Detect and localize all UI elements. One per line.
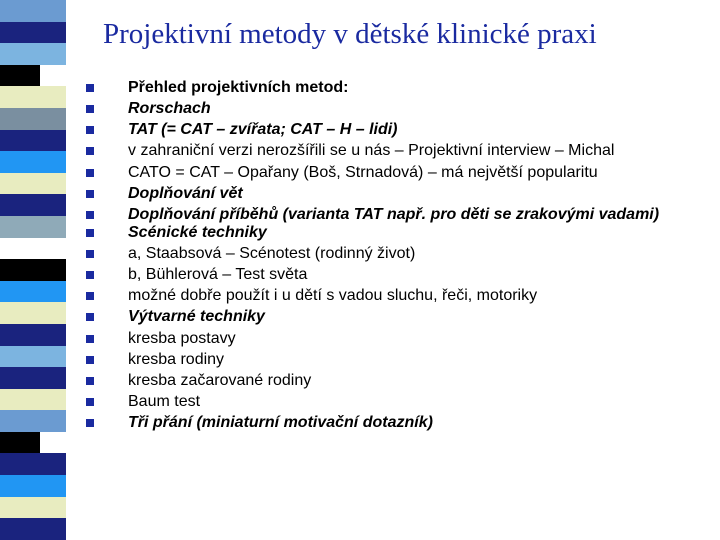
- square-bullet-icon: [86, 190, 94, 198]
- stripe-block: [0, 86, 66, 108]
- list-item: [86, 121, 706, 139]
- stripe-block: [0, 410, 66, 432]
- stripe-block: [0, 497, 66, 519]
- stripe-block: [0, 453, 66, 475]
- list-item: [86, 79, 706, 97]
- square-bullet-icon: [86, 229, 94, 237]
- stripe-block: [0, 324, 66, 346]
- list-item: [86, 100, 706, 118]
- list-item: [86, 164, 706, 182]
- square-bullet-icon: [86, 250, 94, 258]
- list-item-text: v zahraniční verzi nerozšířili se u nás – Projektivní interview – Michal: [128, 142, 615, 160]
- square-bullet-icon: [86, 419, 94, 427]
- stripe-block: [0, 22, 66, 44]
- list-item-text: a, Staabsová – Scénotest (rodinný život): [128, 244, 416, 262]
- list-item-text: Doplňování vět: [128, 184, 243, 202]
- list-item: [86, 308, 706, 326]
- list-item: [86, 185, 706, 203]
- stripe-block: [0, 173, 66, 195]
- list-item: [86, 206, 706, 224]
- stripe-block: [0, 302, 66, 324]
- stripe-block: [0, 367, 66, 389]
- square-bullet-icon: [86, 356, 94, 364]
- square-bullet-icon: [86, 292, 94, 300]
- list-item-text: Scénické techniky: [128, 223, 267, 241]
- list-item: [86, 224, 706, 242]
- list-item-text: kresba rodiny: [128, 350, 225, 368]
- list-item-text: Výtvarné techniky: [128, 308, 265, 326]
- list-item: [86, 245, 706, 263]
- list-item: [86, 287, 706, 305]
- decorative-stripe: [0, 0, 66, 540]
- list-item: [86, 142, 706, 160]
- stripe-block: [0, 389, 66, 411]
- square-bullet-icon: [86, 105, 94, 113]
- square-bullet-icon: [86, 335, 94, 343]
- stripe-block: [0, 475, 66, 497]
- square-bullet-icon: [86, 377, 94, 385]
- list-item-text: b, Bühlerová – Test světa: [128, 266, 308, 284]
- list-item: [86, 330, 706, 348]
- list-item: [86, 372, 706, 390]
- stripe-block: [0, 65, 40, 87]
- square-bullet-icon: [86, 147, 94, 155]
- square-bullet-icon: [86, 126, 94, 134]
- list-item-text: možné dobře použít i u dětí s vadou sluchu, řeči, motoriky: [128, 287, 538, 305]
- stripe-block: [0, 346, 66, 368]
- list-item-text: Rorschach: [128, 100, 211, 118]
- stripe-block: [0, 259, 66, 281]
- stripe-block: [0, 130, 66, 152]
- list-item-text: Přehled projektivních metod:: [128, 79, 349, 96]
- stripe-block: [0, 43, 66, 65]
- stripe-block: [0, 518, 66, 540]
- list-item-text: Tři přání (miniaturní motivační dotazník): [128, 414, 433, 432]
- square-bullet-icon: [86, 84, 94, 92]
- list-item: [86, 414, 706, 432]
- stripe-block: [0, 216, 66, 238]
- list-item-text: CATO = CAT – Opařany (Boš, Strnadová) – má největší popularitu: [128, 163, 598, 181]
- list-item: [86, 266, 706, 284]
- stripe-block: [0, 238, 40, 260]
- list-item-text: Doplňování příběhů (varianta TAT např. pro děti se zrakovými vadami): [128, 205, 660, 223]
- list-item-text: Baum test: [128, 392, 201, 410]
- stripe-block: [0, 151, 66, 173]
- stripe-block: [0, 108, 66, 130]
- square-bullet-icon: [86, 398, 94, 406]
- stripe-block: [0, 194, 66, 216]
- bullet-list: [86, 79, 706, 435]
- square-bullet-icon: [86, 169, 94, 177]
- list-item-text: TAT (= CAT – zvířata; CAT – H – lidi): [128, 121, 398, 139]
- stripe-block: [0, 432, 40, 454]
- square-bullet-icon: [86, 271, 94, 279]
- square-bullet-icon: [86, 211, 94, 219]
- list-item: [86, 393, 706, 411]
- list-item-text: kresba postavy: [128, 329, 236, 347]
- list-item-text: kresba začarované rodiny: [128, 371, 312, 389]
- square-bullet-icon: [86, 313, 94, 321]
- stripe-block: [0, 281, 66, 303]
- slide-title: Projektivní metody v dětské klinické praxi: [103, 18, 597, 50]
- stripe-block: [0, 0, 66, 22]
- list-item: [86, 351, 706, 369]
